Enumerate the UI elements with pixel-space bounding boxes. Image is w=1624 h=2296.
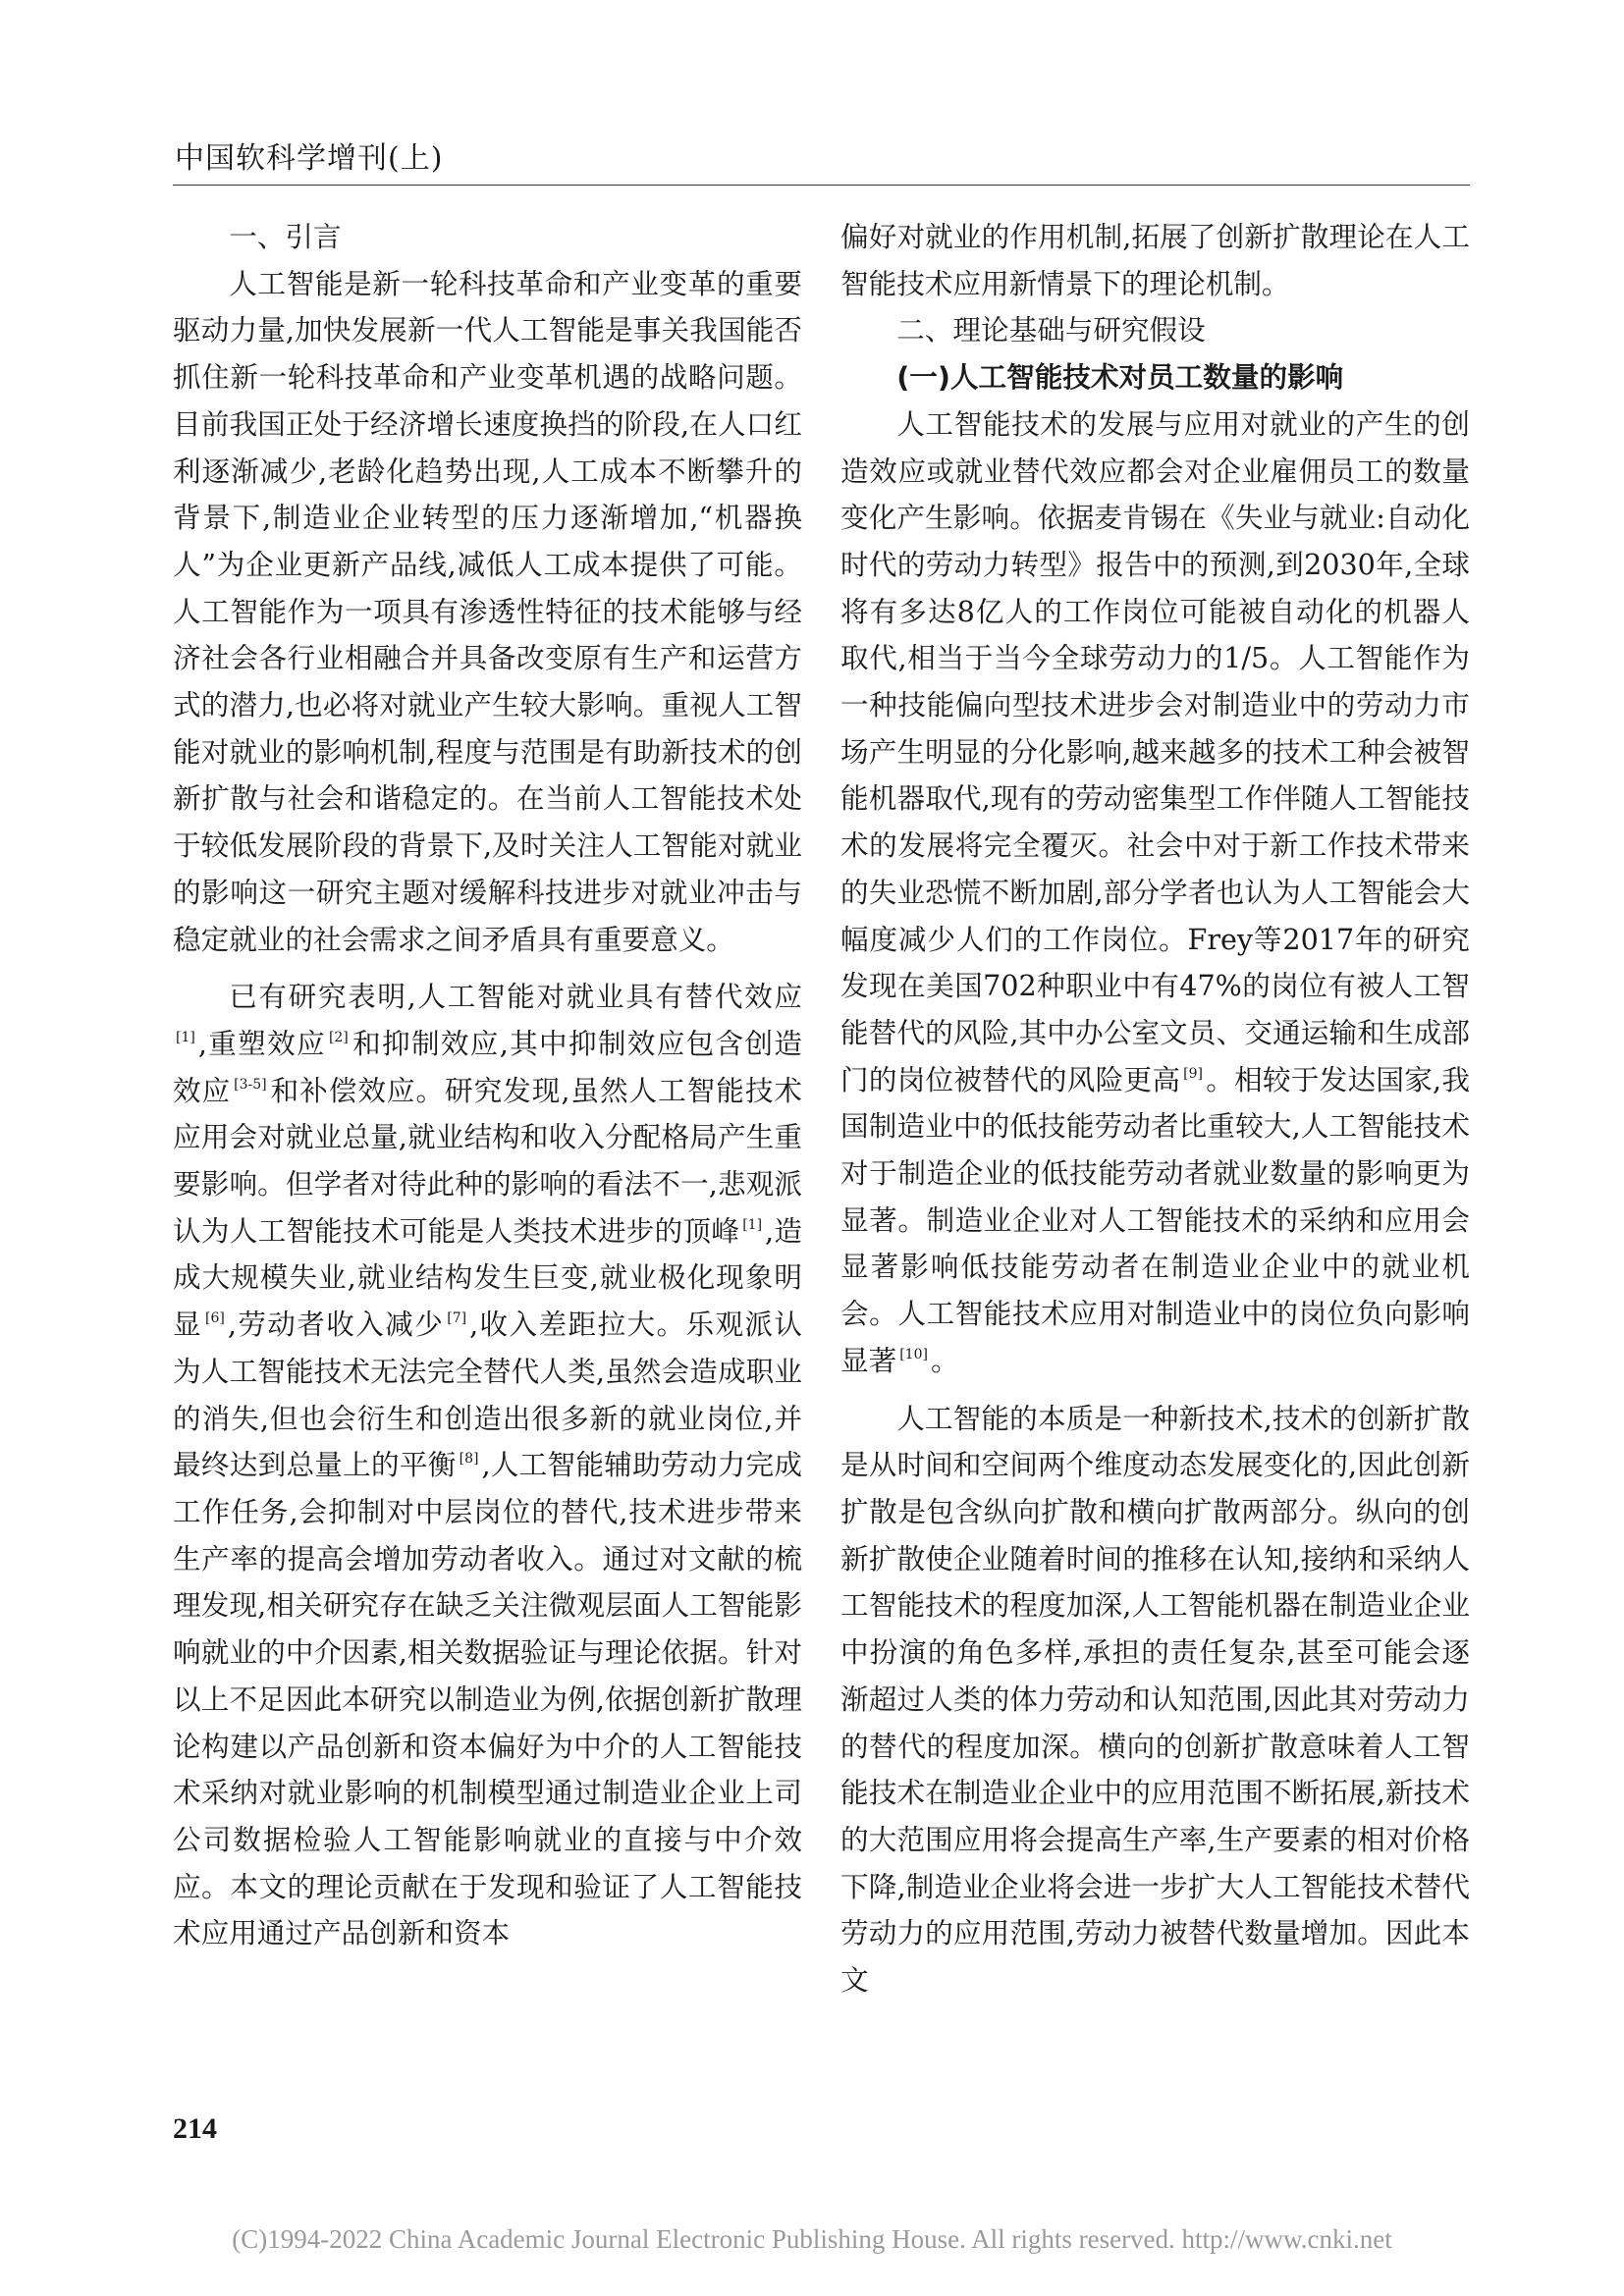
citation-marker: [1] [742, 1216, 763, 1233]
paragraph [840, 1396, 1470, 2004]
paragraph-gap [173, 963, 802, 974]
header-rule [173, 185, 1470, 186]
text-run: 已有研究表明,人工智能对就业具有替代效应 [229, 980, 802, 1014]
text-run: (一)人工智能技术对员工数量的影响 [896, 360, 1344, 395]
text-run: 偏好对就业的作用机制,拓展了创新扩散理论在人工智能技术应用新情景下的理论机制。 [840, 220, 1470, 300]
text-run: ,劳动者收入减少 [227, 1308, 445, 1342]
text-run: 一、引言 [229, 220, 342, 253]
citation-marker: [6] [205, 1310, 225, 1327]
text-run: 人工智能的本质是一种新技术,技术的创新扩散是从时间和空间两个维度动态发展变化的,因此创新扩散是包含纵向扩散和横向扩散两部分。纵向的创新扩散使企业随着时间的推移在认知,接纳和采纳人工智能技术的程度加深,人工智能机器在制造业企业中扮演的角色多样,承担的责任复杂,甚至可能会逐渐超过人类的体力劳动和认知范围,因此其对劳动力的替代的程度加深。横向的创新扩散意味着人工智能技术在制造业企业中的应用范围不断拓展,新技术的大范围应用将会提高生产率,生产要素的相对价格下降,制造业企业将会进一步扩大人工智能技术替代劳动力的应用范围,劳动力被替代数量增加。因此本文 [840, 1401, 1470, 1998]
text-run: 。 [930, 1343, 959, 1377]
citation-marker: [9] [1183, 1065, 1204, 1082]
paragraph [173, 974, 802, 1957]
section-heading [840, 307, 1470, 354]
text-run: ,造成大规模失业,就业结构发生巨变,就业极化现象明显 [173, 1213, 802, 1342]
text-run: ,收入差距拉大。乐观派认为人工智能技术无法完全替代人类,虽然会造成职业的消失,但也会衍生和创造出很多新的就业岗位,并最终达到总量上的平衡 [173, 1308, 803, 1482]
text-run: 和抑制效应,其中抑制效应包含创造效应 [173, 1026, 802, 1107]
citation-marker: [8] [459, 1451, 479, 1468]
section-heading [173, 214, 802, 261]
text-run: 二、理论基础与研究假设 [896, 313, 1206, 347]
journal-header-title: 中国软科学增刊(上) [175, 141, 444, 176]
paragraph [840, 401, 1470, 1385]
citation-marker: [7] [447, 1310, 467, 1327]
right-column [840, 214, 1470, 2004]
paragraph-continued [840, 214, 1470, 307]
text-run: 人工智能是新一轮科技革命和产业变革的重要驱动力量,加快发展新一代人工智能是事关我国能否抓住新一轮科技革命和产业变革机遇的战略问题。目前我国正处于经济增长速度换挡的阶段,在人口红利逐渐减少,老龄化趋势出现,人工成本不断攀升的背景下,制造业企业转型的压力逐渐增加,“机器换人”为企业更新产品线,减低人工成本提供了可能。人工智能作为一项具有渗透性特征的技术能够与经济社会各行业相融合并具备改变原有生产和运营方式的潜力,也必将对就业产生较大影响。重视人工智能对就业的影响机制,程度与范围是有助新技术的创新扩散与社会和谐稳定的。在当前人工智能技术处于较低发展阶段的背景下,及时关注人工智能对就业的影响这一研究主题对缓解科技进步对就业冲击与稳定就业的社会需求之间矛盾具有重要意义。 [173, 266, 802, 956]
text-run: 人工智能技术的发展与应用对就业的产生的创造效应或就业替代效应都会对企业雇佣员工的数量变化产生影响。依据麦肯锡在《失业与就业:自动化时代的劳动力转型》报告中的预测,到2030年,全球将有多达8亿人的工作岗位可能被自动化的机器人取代,相当于当今全球劳动力的1/5。人工智能作为一种技能偏向型技术进步会对制造业中的劳动力市场产生明显的分化影响,越来越多的技术工种会被智能机器取代,现有的劳动密集型工作伴随人工智能技术的发展将完全覆灭。社会中对于新工作技术带来的失业恐慌不断加剧,部分学者也认为人工智能会大幅度减少人们的工作岗位。Frey等2017年的研究发现在美国702种职业中有47%的岗位有被人工智能替代的风险,其中办公室文员、交通运输和生成部门的岗位被替代的风险更高 [840, 406, 1470, 1096]
text-run: 。相较于发达国家,我国制造业中的低技能劳动者比重较大,人工智能技术对于制造企业的低技能劳动者就业数量的影响更为显著。制造业企业对人工智能技术的采纳和应用会显著影响低技能劳动者在制造业企业中的就业机会。人工智能技术应用对制造业中的岗位负向影响显著 [840, 1062, 1470, 1377]
text-run: ,重塑效应 [197, 1026, 326, 1060]
paragraph [173, 261, 802, 964]
copyright-footer: (C)1994-2022 China Academic Journal Electronic Publishing House. All rights reserved. http://www.cnki.net [232, 2224, 1392, 2254]
page-number: 214 [173, 2112, 217, 2145]
text-run: ,人工智能辅助劳动力完成工作任务,会抑制对中层岗位的替代,技术进步带来生产率的提高会增加劳动者收入。通过对文献的梳理发现,相关研究存在缺乏关注微观层面人工智能影响就业的中介因素,相关数据验证与理论依据。针对以上不足因此本研究以制造业为例,依据创新扩散理论构建以产品创新和资本偏好为中介的人工智能技术采纳对就业影响的机制模型通过制造业企业上司公司数据检验人工智能影响就业的直接与中介效应。本文的理论贡献在于发现和验证了人工智能技术应用通过产品创新和资本 [173, 1448, 802, 1950]
paragraph-gap [840, 1385, 1470, 1396]
citation-marker: [3-5] [234, 1076, 267, 1093]
left-column [173, 214, 802, 1957]
citation-marker: [10] [899, 1346, 928, 1362]
citation-marker: [1] [176, 1029, 195, 1045]
citation-marker: [2] [328, 1029, 349, 1045]
text-run: 和补偿效应。研究发现,虽然人工智能技术应用会对就业总量,就业结构和收入分配格局产生重要影响。但学者对待此种的影响的看法不一,悲观派认为人工智能技术可能是人类技术进步的顶峰 [173, 1073, 802, 1248]
subsection-heading [840, 354, 1470, 401]
